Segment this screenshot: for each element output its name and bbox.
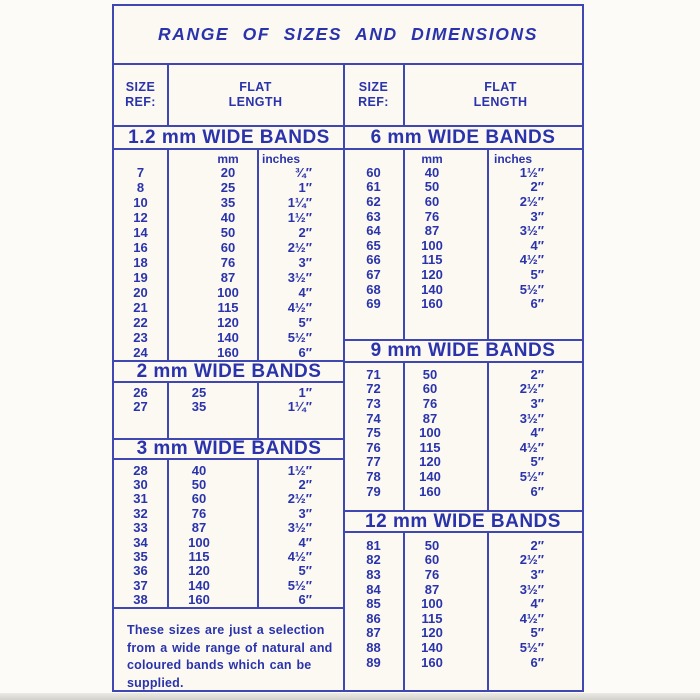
table-row (114, 564, 344, 578)
table-row (344, 425, 582, 440)
size-ref-cell: 86 (366, 610, 381, 626)
table-row (344, 267, 582, 282)
table-row (114, 300, 344, 315)
flat-length-header (167, 65, 344, 125)
size-ref-cell: 81 (366, 537, 381, 553)
size-ref-header-line2: REF: (125, 95, 156, 109)
table-row (114, 255, 344, 270)
mm-cell: 115 (421, 252, 443, 268)
flat-length-header-line2: LENGTH (473, 95, 528, 109)
section-rows (114, 460, 344, 607)
inches-cell: 5½″ (287, 577, 312, 593)
section-title: 9 mm WIDE BANDS (370, 340, 556, 361)
mm-cell: 120 (421, 625, 443, 641)
inches-cell: 3½″ (519, 410, 544, 426)
size-ref-cell: 76 (366, 439, 381, 455)
size-ref-cell: 73 (366, 395, 381, 411)
inches-cell: 3½″ (287, 520, 312, 536)
mm-cell: 40 (220, 210, 236, 225)
note-box (114, 607, 344, 690)
table-row (344, 165, 582, 180)
size-ref-cell: 12 (133, 210, 148, 225)
mm-unit-label: mm (421, 151, 443, 166)
section-header (344, 510, 582, 533)
size-ref-cell: 79 (366, 483, 381, 499)
mm-cell: 50 (424, 537, 440, 553)
table-row (344, 484, 582, 499)
inches-cell: 6″ (530, 483, 544, 499)
inches-cell: 4″ (530, 237, 544, 253)
mm-cell: 115 (217, 300, 239, 315)
inches-cell: 1¼″ (287, 399, 312, 415)
size-ref-cell: 35 (133, 549, 148, 565)
size-ref-cell: 60 (366, 164, 381, 180)
size-ref-cell: 8 (136, 180, 145, 195)
size-ref-cell: 87 (366, 625, 381, 641)
table-row (114, 330, 344, 345)
inches-cell: 4½″ (519, 252, 544, 268)
section-header (114, 438, 344, 460)
section-rows (114, 383, 344, 414)
size-ref-cell: 33 (133, 520, 148, 536)
table-row (114, 593, 344, 607)
note-text: These sizes are just a selection from a wide range of natural and coloured bands which can be supplied. (127, 623, 333, 690)
inches-cell: 4½″ (287, 300, 312, 315)
inches-cell: 3½″ (519, 223, 544, 239)
center-column-divider (343, 65, 345, 690)
unit-row (114, 152, 344, 165)
table-row (344, 582, 582, 597)
table-row (344, 596, 582, 611)
table-row (344, 194, 582, 209)
size-ref-header (114, 65, 167, 125)
inches-cell: 5″ (530, 625, 544, 641)
inches-cell: 3½″ (519, 581, 544, 597)
table-row (114, 345, 344, 360)
table-row (114, 385, 344, 400)
flat-length-header (411, 65, 590, 125)
section-body (114, 383, 344, 438)
size-ref-cell: 88 (366, 639, 381, 655)
size-ref-header-line1: SIZE (125, 80, 156, 94)
mm-cell: 87 (424, 223, 440, 239)
inches-cell: 4″ (298, 534, 312, 550)
size-ref-cell: 89 (366, 654, 381, 670)
mm-cell: 35 (220, 195, 236, 210)
mm-cell: 76 (422, 395, 438, 411)
size-ref-cell: 69 (366, 296, 381, 312)
inches-cell: 2″ (530, 366, 544, 382)
mm-cell: 160 (421, 654, 443, 670)
size-ref-cell: 36 (133, 563, 148, 579)
mm-cell: 120 (419, 454, 441, 470)
size-ref-cell: 26 (133, 384, 148, 400)
mm-cell: 120 (421, 266, 443, 282)
mm-cell: 140 (217, 330, 239, 345)
mm-cell: 20 (220, 165, 236, 180)
size-ref-cell: 16 (133, 240, 148, 255)
inches-cell: 3″ (530, 208, 544, 224)
section-rows (344, 363, 582, 498)
inches-cell: 1″ (298, 384, 312, 400)
section-body (344, 533, 582, 690)
inches-cell: 1½″ (287, 462, 312, 478)
inches-cell: 3″ (298, 255, 312, 270)
inches-cell: 4½″ (287, 549, 312, 565)
table-row (344, 655, 582, 670)
inches-cell: 1¼″ (287, 195, 312, 210)
mm-cell: 50 (220, 225, 236, 240)
section-header (344, 339, 582, 363)
section-body (114, 150, 344, 360)
mm-cell: 87 (220, 270, 236, 285)
mm-cell: 60 (422, 381, 438, 397)
size-ref-cell: 37 (133, 577, 148, 593)
mm-cell: 40 (191, 462, 207, 478)
inches-cell: 5½″ (519, 468, 544, 484)
table-row (344, 455, 582, 470)
table-row (114, 180, 344, 195)
chart-title: RANGE OF SIZES AND DIMENSIONS (157, 24, 539, 44)
size-ref-cell: 62 (366, 193, 381, 209)
size-ref-cell: 67 (366, 266, 381, 282)
size-ref-cell: 27 (133, 399, 148, 415)
section-body (344, 150, 582, 339)
inches-cell: 5″ (530, 454, 544, 470)
mm-cell: 115 (188, 549, 210, 565)
inches-cell: 3″ (298, 505, 312, 521)
table-row (344, 611, 582, 626)
table-row (344, 469, 582, 484)
table-row (114, 285, 344, 300)
size-ref-cell: 30 (133, 477, 148, 493)
size-ref-cell: 24 (133, 345, 148, 360)
table-row (344, 538, 582, 553)
inches-unit-label: inches (493, 151, 532, 166)
inches-cell: 1½″ (519, 164, 544, 180)
table-row (344, 282, 582, 297)
inches-cell: 3″ (530, 566, 544, 582)
table-row (344, 640, 582, 655)
mm-cell: 50 (191, 477, 207, 493)
size-ref-cell: 71 (366, 366, 381, 382)
mm-cell: 140 (421, 281, 443, 297)
size-ref-cell: 31 (133, 491, 148, 507)
mm-cell: 160 (217, 345, 239, 360)
size-ref-cell: 84 (366, 581, 381, 597)
mm-cell: 120 (188, 563, 210, 579)
inches-cell: 5½″ (287, 330, 312, 345)
section-header (114, 360, 344, 383)
table-row (344, 396, 582, 411)
size-ref-cell: 78 (366, 468, 381, 484)
size-ref-cell: 18 (133, 255, 148, 270)
inches-cell: 4″ (530, 425, 544, 441)
mm-cell: 50 (422, 366, 438, 382)
column-header-row (114, 65, 582, 125)
chart-title-box (114, 6, 582, 65)
table-row (344, 367, 582, 382)
size-ref-cell: 20 (133, 285, 148, 300)
mm-cell: 40 (424, 164, 440, 180)
table-row (344, 180, 582, 195)
size-ref-cell: 82 (366, 552, 381, 568)
mm-cell: 115 (421, 610, 443, 626)
inches-cell: 6″ (530, 654, 544, 670)
inches-cell: 2″ (298, 225, 312, 240)
section-title: 12 mm WIDE BANDS (365, 510, 561, 532)
table-row (114, 165, 344, 180)
table-row (114, 195, 344, 210)
inches-cell: 4½″ (519, 610, 544, 626)
section-title: 6 mm WIDE BANDS (370, 126, 556, 148)
size-ref-cell: 28 (133, 462, 148, 478)
mm-cell: 76 (424, 566, 440, 582)
inches-cell: 6″ (530, 296, 544, 312)
mm-cell: 60 (220, 240, 236, 255)
inches-unit-label: inches (261, 151, 300, 166)
table-row (344, 382, 582, 397)
flat-length-header-line1: FLAT (484, 80, 517, 94)
size-ref-cell: 85 (366, 596, 381, 612)
mm-cell: 60 (424, 552, 440, 568)
mm-cell: 50 (424, 179, 440, 195)
mm-cell: 140 (419, 468, 441, 484)
section-rows (344, 150, 582, 311)
size-ref-header-line2: REF: (358, 95, 389, 109)
mm-cell: 35 (191, 399, 207, 415)
section-rows (114, 150, 344, 360)
size-ref-cell: 83 (366, 566, 381, 582)
inches-cell: 2″ (298, 477, 312, 493)
mm-cell: 87 (424, 581, 440, 597)
section-title: 2 mm WIDE BANDS (136, 360, 322, 382)
table-row (114, 492, 344, 506)
column-header-right (344, 65, 582, 125)
mm-cell: 60 (424, 193, 440, 209)
size-ref-cell: 23 (133, 330, 148, 345)
section-header (344, 125, 582, 150)
size-ref-header-line1: SIZE (358, 80, 389, 94)
mm-cell: 120 (217, 315, 239, 330)
size-ref-cell: 14 (133, 225, 148, 240)
mm-cell: 140 (421, 639, 443, 655)
table-row (114, 225, 344, 240)
section-rows (344, 533, 582, 669)
size-ref-cell: 22 (133, 315, 148, 330)
mm-cell: 160 (419, 483, 441, 499)
table-row (344, 209, 582, 224)
mm-unit-label: mm (217, 151, 239, 166)
size-ref-cell: 19 (133, 270, 148, 285)
table-row (344, 567, 582, 582)
mm-cell: 100 (419, 425, 441, 441)
table-row (114, 578, 344, 592)
size-ref-cell: 10 (133, 195, 148, 210)
inches-cell: 2½″ (287, 240, 312, 255)
size-ref-cell: 21 (133, 300, 148, 315)
table-row (114, 400, 344, 415)
inches-cell: 2″ (530, 537, 544, 553)
inches-cell: 2½″ (287, 491, 312, 507)
size-ref-cell: 38 (133, 592, 148, 607)
size-ref-cell: 77 (366, 454, 381, 470)
section-title: 1.2 mm WIDE BANDS (128, 126, 330, 148)
table-row (344, 553, 582, 568)
inches-cell: 5″ (298, 315, 312, 330)
mm-cell: 115 (419, 439, 441, 455)
size-ref-cell: 75 (366, 425, 381, 441)
mm-cell: 140 (188, 577, 210, 593)
mm-cell: 160 (188, 592, 210, 607)
table-row (114, 270, 344, 285)
section-body (114, 460, 344, 607)
mm-cell: 76 (220, 255, 236, 270)
table-row (344, 296, 582, 311)
table-row (114, 210, 344, 225)
inches-cell: ¾″ (294, 165, 312, 180)
inches-cell: 2½″ (519, 193, 544, 209)
size-chart (112, 4, 584, 692)
table-row (114, 549, 344, 563)
inches-cell: 3″ (530, 395, 544, 411)
section-body (344, 363, 582, 510)
inches-cell: 3½″ (287, 270, 312, 285)
inches-cell: 5½″ (519, 281, 544, 297)
section-title: 3 mm WIDE BANDS (136, 438, 322, 459)
table-row (114, 521, 344, 535)
table-row (114, 477, 344, 491)
size-ref-cell: 72 (366, 381, 381, 397)
mm-cell: 87 (422, 410, 438, 426)
size-ref-cell: 65 (366, 237, 381, 253)
inches-cell: 2½″ (519, 381, 544, 397)
size-ref-header (344, 65, 403, 125)
table-row (114, 240, 344, 255)
section-header (114, 125, 344, 150)
inches-cell: 2″ (530, 179, 544, 195)
mm-cell: 100 (188, 534, 210, 550)
inches-cell: 1″ (298, 180, 312, 195)
inches-cell: 1½″ (287, 210, 312, 225)
size-ref-cell: 7 (136, 165, 145, 180)
column-divider (403, 65, 405, 125)
table-row (114, 463, 344, 477)
size-ref-cell: 74 (366, 410, 381, 426)
table-row (344, 440, 582, 455)
size-ref-cell: 66 (366, 252, 381, 268)
inches-cell: 4″ (530, 596, 544, 612)
unit-row (344, 152, 582, 165)
table-row (344, 253, 582, 268)
flat-length-header-line2: LENGTH (228, 95, 283, 109)
size-ref-cell: 63 (366, 208, 381, 224)
size-ref-cell: 34 (133, 534, 148, 550)
table-row (114, 315, 344, 330)
table-row (114, 506, 344, 520)
flat-length-header-line1: FLAT (239, 80, 272, 94)
mm-cell: 100 (217, 285, 239, 300)
inches-cell: 2½″ (519, 552, 544, 568)
column-divider (167, 65, 169, 125)
mm-cell: 25 (191, 384, 207, 400)
size-ref-cell: 61 (366, 179, 381, 195)
table-row (344, 223, 582, 238)
mm-cell: 100 (421, 237, 443, 253)
inches-cell: 5½″ (519, 639, 544, 655)
size-ref-cell: 64 (366, 223, 381, 239)
table-row (114, 535, 344, 549)
mm-cell: 76 (191, 505, 207, 521)
inches-cell: 4″ (298, 285, 312, 300)
mm-cell: 160 (421, 296, 443, 312)
mm-cell: 25 (220, 180, 236, 195)
inches-cell: 6″ (298, 592, 312, 607)
inches-cell: 5″ (298, 563, 312, 579)
table-row (344, 411, 582, 426)
table-row (344, 238, 582, 253)
column-header-left (114, 65, 344, 125)
scan-edge-shadow (0, 693, 700, 700)
inches-cell: 5″ (530, 266, 544, 282)
inches-cell: 4½″ (519, 439, 544, 455)
size-ref-cell: 32 (133, 505, 148, 521)
mm-cell: 60 (191, 491, 207, 507)
table-row (344, 626, 582, 641)
mm-cell: 100 (421, 596, 443, 612)
inches-cell: 6″ (298, 345, 312, 360)
size-ref-cell: 68 (366, 281, 381, 297)
mm-cell: 87 (191, 520, 207, 536)
mm-cell: 76 (424, 208, 440, 224)
